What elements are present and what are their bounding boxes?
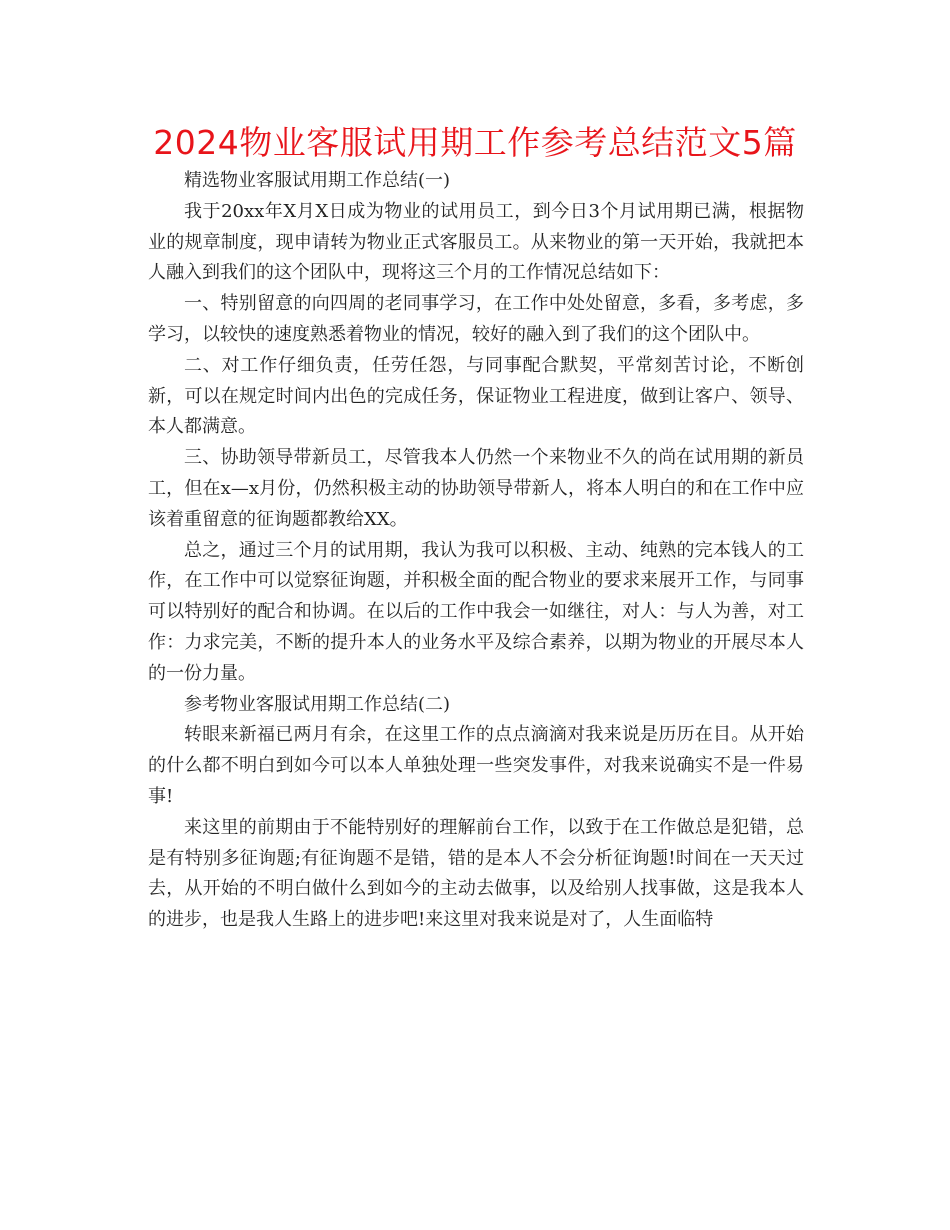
paragraph: 三、协助领导带新员工，尽管我本人仍然一个来物业不久的尚在试用期的新员工，但在x—x月份，仍然积极主动的协助领导带新人，将本人明白的和在工作中应该着重留意的征询题都教给XX。 (148, 447, 804, 530)
document-body (148, 166, 804, 936)
paragraph: 总之，通过三个月的试用期，我认为我可以积极、主动、纯熟的完本钱人的工作，在工作中可以觉察征询题，并积极全面的配合物业的要求来展开工作，与同事可以特别好的配合和协调。在以后的工作中我会一如继往，对人：与人为善，对工作：力求完美，不断的提升本人的业务水平及综合素养，以期为物业的开展尽本人的一份力量。 (148, 539, 804, 684)
paragraph: 二、对工作仔细负责，任劳任怨，与同事配合默契，平常刻苦讨论，不断创新，可以在规定时间内出色的完成任务，保证物业工程进度，做到让客户、领导、本人都满意。 (148, 354, 804, 438)
paragraph: 来这里的前期由于不能特别好的理解前台工作，以致于在工作做总是犯错，总是有特别多征询题;有征询题不是错，错的是本人不会分析征询题!时间在一天天过去，从开始的不明白做什么到如今的主动去做事，以及给别人找事做，这是我本人的进步，也是我人生路上的进步吧!来这里对我来说是对了，人生面临特 (148, 816, 804, 931)
section-heading-2: 参考物业客服试用期工作总结(二) (184, 693, 451, 715)
section-heading-1: 精选物业客服试用期工作总结(一) (184, 170, 451, 191)
paragraph: 我于20xx年X月X日成为物业的试用员工，到今日3个月试用期已满，根据物业的规章制度，现申请转为物业正式客服员工。从来物业的第一天开始，我就把本人融入到我们的这个团队中，现将这三个月的工作情况总结如下： (148, 200, 804, 284)
paragraph: 转眼来新福已两月有余，在这里工作的点点滴滴对我来说是历历在目。从开始的什么都不明白到如今可以本人单独处理一些突发事件，对我来说确实不是一件易事! (148, 724, 804, 807)
paragraph: 一、特别留意的向四周的老同事学习，在工作中处处留意，多看，多考虑，多学习，以较快的速度熟悉着物业的情况，较好的融入到了我们的这个团队中。 (148, 293, 804, 345)
document-title: 2024物业客服试用期工作参考总结范文5篇 (153, 123, 797, 162)
